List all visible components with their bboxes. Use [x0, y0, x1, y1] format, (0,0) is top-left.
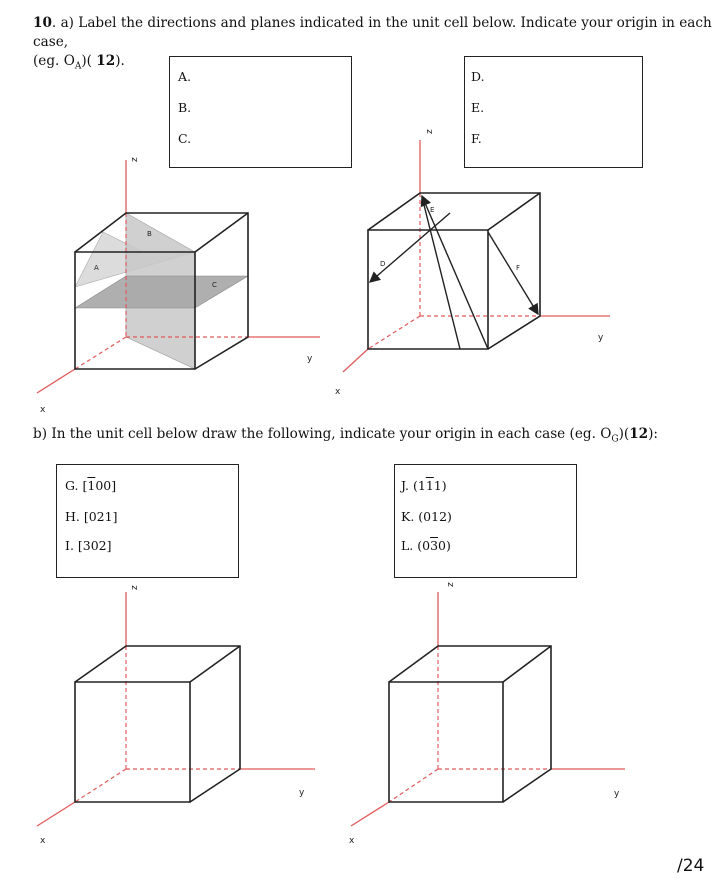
plane-l-bar: 3 [430, 538, 439, 553]
answer-label-b: B. [178, 100, 192, 115]
axis-z-label-2: z [425, 129, 435, 134]
plane-j-rest: 1) [433, 478, 447, 493]
axis-x-label-1: x [40, 405, 46, 415]
plane-j-bar: 1 [425, 478, 434, 493]
cube-1 [37, 160, 320, 393]
answer-label-d: D. [471, 69, 485, 84]
answer-label-a: A. [178, 69, 192, 84]
axis-x-label-4: x [349, 836, 355, 846]
plane-b-label: B [147, 230, 152, 238]
plane-k: K. (012) [401, 509, 452, 524]
axis-x-label-3: x [40, 836, 46, 846]
axis-y-label-3: y [299, 788, 305, 798]
axis-y-label-2: y [598, 333, 604, 343]
cube-4 [351, 592, 625, 826]
axis-y-label-4: y [614, 789, 620, 799]
plane-j-label: J. (1 [401, 478, 426, 493]
question-10b-mid: )( [618, 426, 630, 442]
origin-example-sub: A [74, 61, 82, 72]
cube-3 [37, 592, 315, 826]
direction-h: H. [021] [65, 509, 118, 524]
total-score: /24 [677, 856, 705, 876]
origin-example-end: ). [115, 53, 125, 69]
answer-label-e: E. [471, 100, 485, 115]
plane-c-shape [75, 276, 248, 308]
direction-g-rest: 00] [95, 478, 117, 493]
origin-example-prefix: (eg. O [33, 53, 75, 69]
axis-y-label-1: y [307, 354, 313, 364]
axis-z-label-4: z [446, 582, 456, 587]
plane-c-label: C [212, 281, 217, 289]
question-10b-text: b) In the unit cell below draw the following, indicate your origin in each case (eg. O [33, 426, 612, 442]
question-10a-line1: . a) Label the directions and planes indicated in the unit cell below. Indicate your origin in each case, [33, 15, 712, 50]
direction-f-label: F [516, 264, 521, 272]
cube-2 [343, 140, 610, 372]
plane-a-label: A [94, 264, 99, 272]
origin-example-mid: )( [81, 53, 97, 69]
axis-x-label-2: x [335, 387, 341, 397]
direction-g-bar: 1 [87, 478, 96, 493]
question-number: 10 [33, 15, 52, 31]
direction-g-label: G. [ [65, 478, 88, 493]
direction-e-label: E [430, 206, 435, 214]
axis-z-label-3: z [130, 585, 140, 590]
plane-l-label: L. (0 [401, 538, 431, 553]
axis-z-label-1: z [130, 157, 140, 162]
plane-l-rest: 0) [438, 538, 451, 553]
question-10b-end: ): [648, 426, 659, 442]
answer-label-f: F. [471, 131, 482, 146]
question-10b-sub: G [611, 434, 619, 445]
direction-i: I. [302] [65, 538, 112, 553]
answer-label-c: C. [178, 131, 192, 146]
marks-part-a: 12 [96, 53, 116, 69]
marks-part-b: 12 [629, 426, 649, 442]
direction-d-label: D [380, 260, 386, 268]
